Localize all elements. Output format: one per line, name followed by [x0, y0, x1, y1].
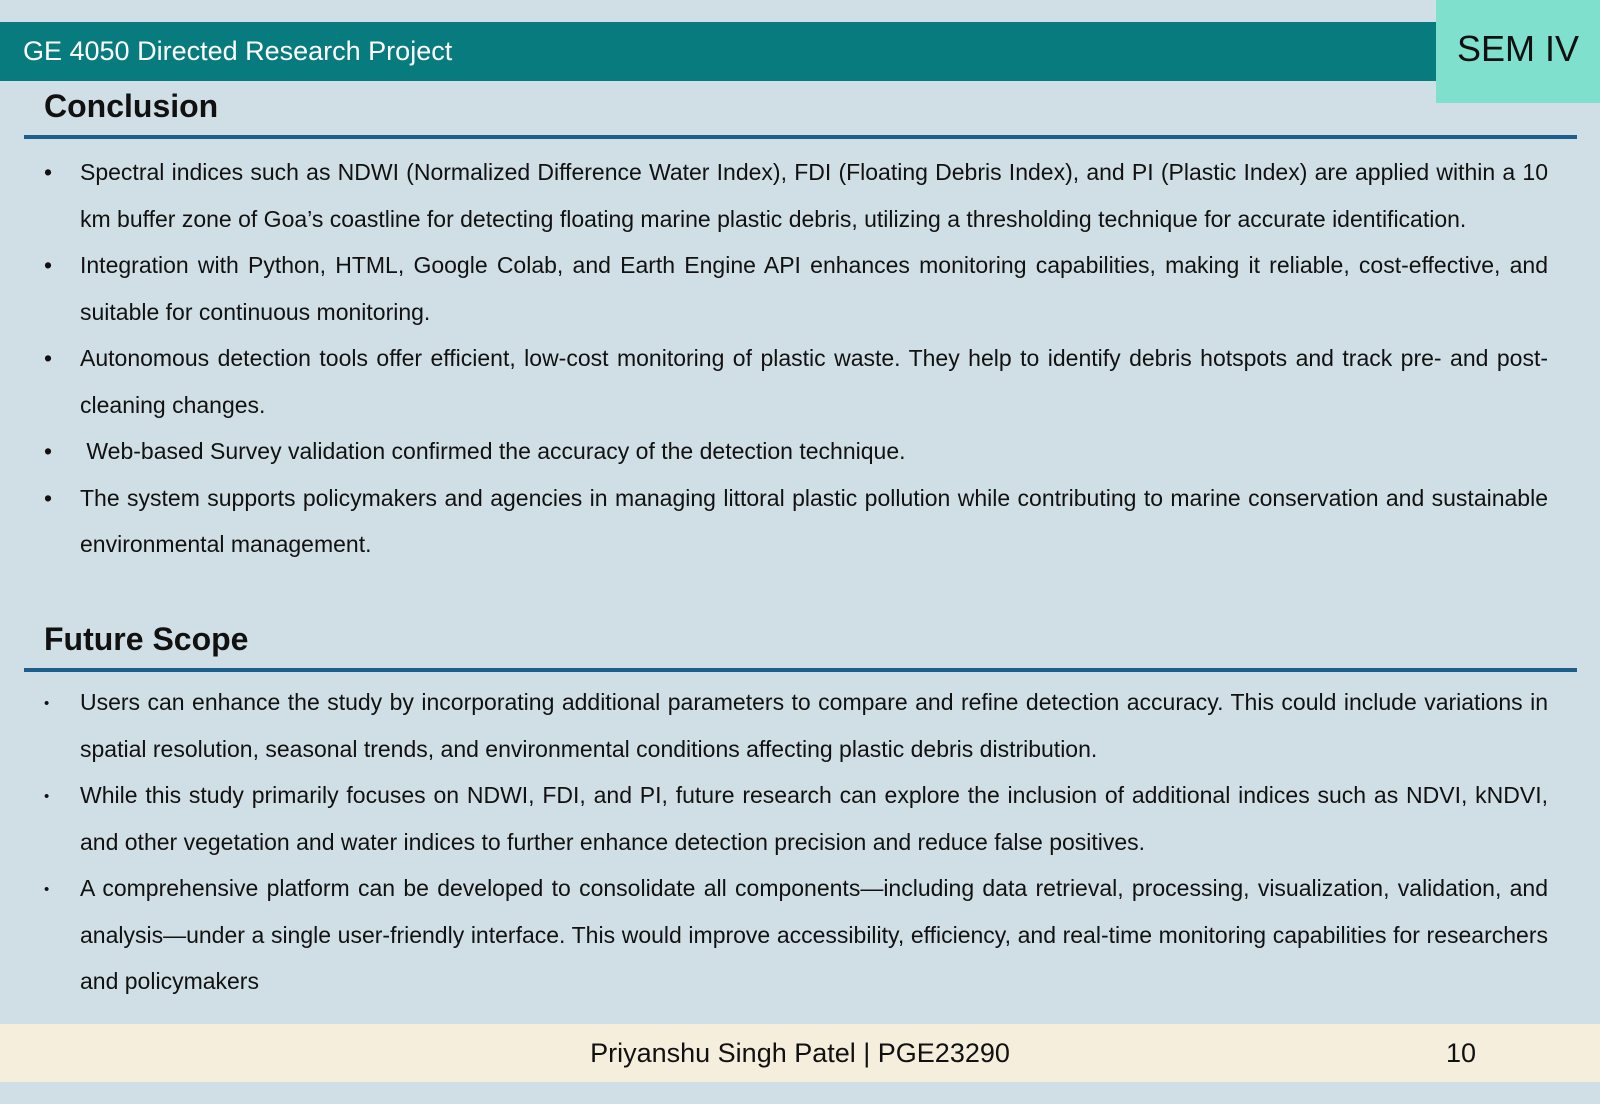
future-scope-divider [24, 668, 1577, 672]
bullet-icon: • [44, 345, 53, 371]
course-title: GE 4050 Directed Research Project [23, 36, 453, 66]
list-item [44, 475, 1548, 568]
list-item [44, 679, 1548, 772]
list-item-text: While this study primarily focuses on NDWI, FDI, and PI, future research can explore the inclusion of additional indices such as NDVI, kNDVI, and other vegetation and water indices to further enhance detection precision and reduce false positives. [80, 782, 1548, 855]
list-item-text: Spectral indices such as NDWI (Normalized Difference Water Index), FDI (Floating Debris Index), and PI (Plastic Index) are applied within a 10 km buffer zone of Goa’s coastline for detecting floating marine plastic debris, utilizing a thresholding technique for accurate identification. [80, 159, 1548, 232]
list-item [44, 428, 1548, 475]
conclusion-list [44, 149, 1548, 568]
bullet-icon: • [44, 695, 50, 712]
page-number: 10 [1446, 1038, 1477, 1068]
list-item [44, 865, 1548, 1005]
future-scope-list [44, 679, 1548, 1005]
future-scope-heading: Future Scope [44, 621, 249, 657]
list-item-text: A comprehensive platform can be developed to consolidate all components—including data retrieval, processing, visualization, validation, and analysis—under a single user-friendly interface. This would improve accessibility, efficiency, and real-time monitoring capabilities for researchers and policymakers [80, 875, 1548, 994]
conclusion-divider [24, 135, 1577, 139]
list-item-text: The system supports policymakers and agencies in managing littoral plastic pollution while contributing to marine conservation and sustainable environmental management. [80, 484, 1548, 557]
bullet-icon: • [44, 438, 53, 464]
semester-label: SEM IV [1456, 28, 1580, 69]
list-item-text: Integration with Python, HTML, Google Colab, and Earth Engine API enhances monitoring capabilities, making it reliable, cost-effective, and suitable for continuous monitoring. [80, 252, 1548, 325]
footer [0, 1024, 1600, 1082]
list-item [44, 149, 1548, 242]
list-item-text: Users can enhance the study by incorporating additional parameters to compare and refine detection accuracy. This could include variations in spatial resolution, seasonal trends, and environmental conditions affecting plastic debris distribution. [80, 689, 1548, 762]
author-label: Priyanshu Singh Patel | PGE23290 [590, 1038, 1010, 1068]
header-bar [0, 22, 1436, 81]
list-item [44, 772, 1548, 865]
bullet-icon: • [44, 788, 50, 805]
semester-badge [1436, 0, 1600, 103]
list-item-text: Autonomous detection tools offer efficient, low-cost monitoring of plastic waste. They help to identify debris hotspots and track pre- and post-cleaning changes. [80, 345, 1548, 418]
conclusion-heading: Conclusion [44, 88, 219, 124]
list-item-text: Web-based Survey validation confirmed the accuracy of the detection technique. [80, 438, 906, 464]
list-item [44, 335, 1548, 428]
list-item [44, 242, 1548, 335]
bullet-icon: • [44, 159, 53, 185]
bullet-icon: • [44, 252, 53, 278]
bullet-icon: • [44, 881, 50, 898]
bullet-icon: • [44, 484, 53, 511]
